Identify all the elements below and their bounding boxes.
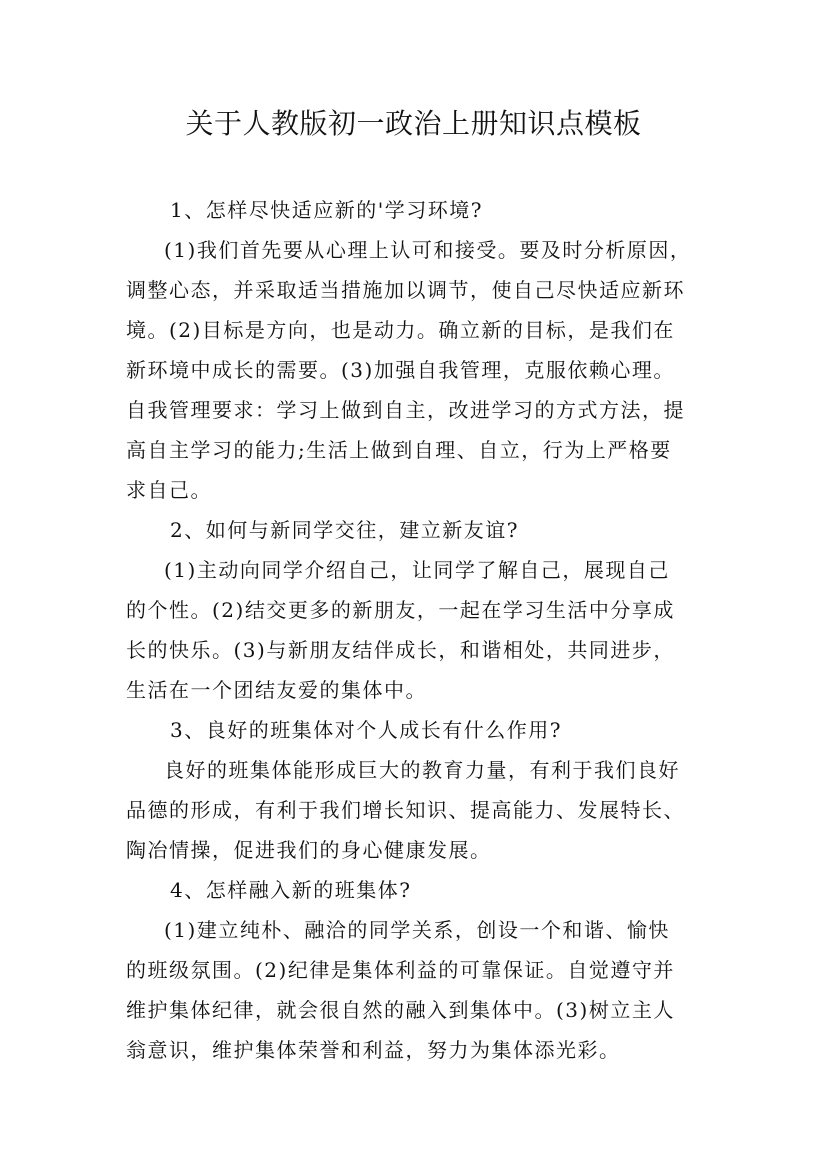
text-line: 维护集体纪律，就会很自然的融入到集体中。(3)树立主人	[126, 998, 675, 1022]
text-line: 境。(2)目标是方向，也是动力。确立新的目标，是我们在	[126, 318, 675, 342]
document-title: 关于人教版初一政治上册知识点模板	[185, 107, 642, 140]
text-line: (1)主动向同学介绍自己，让同学了解自己，展现自己	[164, 558, 670, 582]
text-line: (1)建立纯朴、融洽的同学关系，创设一个和谐、愉快	[164, 918, 670, 942]
text-line: 长的快乐。(3)与新朋友结伴成长，和谐相处，共同进步，	[126, 638, 675, 662]
text-line: 调整心态，并采取适当措施加以调节，使自己尽快适应新环	[126, 278, 685, 302]
document-body	[126, 190, 706, 1070]
text-line: 的个性。(2)结交更多的新朋友，一起在学习生活中分享成	[126, 598, 675, 622]
text-line: 新环境中成长的需要。(3)加强自我管理，克服依赖心理。	[126, 358, 675, 382]
question-heading: 2、如何与新同学交往，建立新友谊?	[170, 518, 519, 542]
text-line: (1)我们首先要从心理上认可和接受。要及时分析原因，	[164, 238, 692, 262]
text-line: 高自主学习的能力;生活上做到自理、自立，行为上严格要	[126, 438, 672, 462]
question-heading: 1、怎样尽快适应新的'学习环境?	[170, 198, 483, 222]
text-line: 翁意识，维护集体荣誉和利益，努力为集体添光彩。	[126, 1038, 621, 1062]
text-line: 自我管理要求：学习上做到自主，改进学习的方式方法，提	[126, 398, 685, 422]
question-heading: 3、良好的班集体对个人成长有什么作用?	[170, 718, 562, 742]
text-line: 陶冶情操，促进我们的身心健康发展。	[126, 838, 492, 862]
text-line: 生活在一个团结友爱的集体中。	[126, 678, 427, 702]
text-line: 品德的形成，有利于我们增长知识、提高能力、发展特长、	[126, 798, 685, 822]
text-line: 的班级氛围。(2)纪律是集体利益的可靠保证。自觉遵守并	[126, 958, 675, 982]
text-line: 良好的班集体能形成巨大的教育力量，有利于我们良好	[164, 758, 680, 782]
text-line: 求自己。	[126, 478, 212, 502]
question-heading: 4、怎样融入新的班集体?	[170, 878, 412, 902]
